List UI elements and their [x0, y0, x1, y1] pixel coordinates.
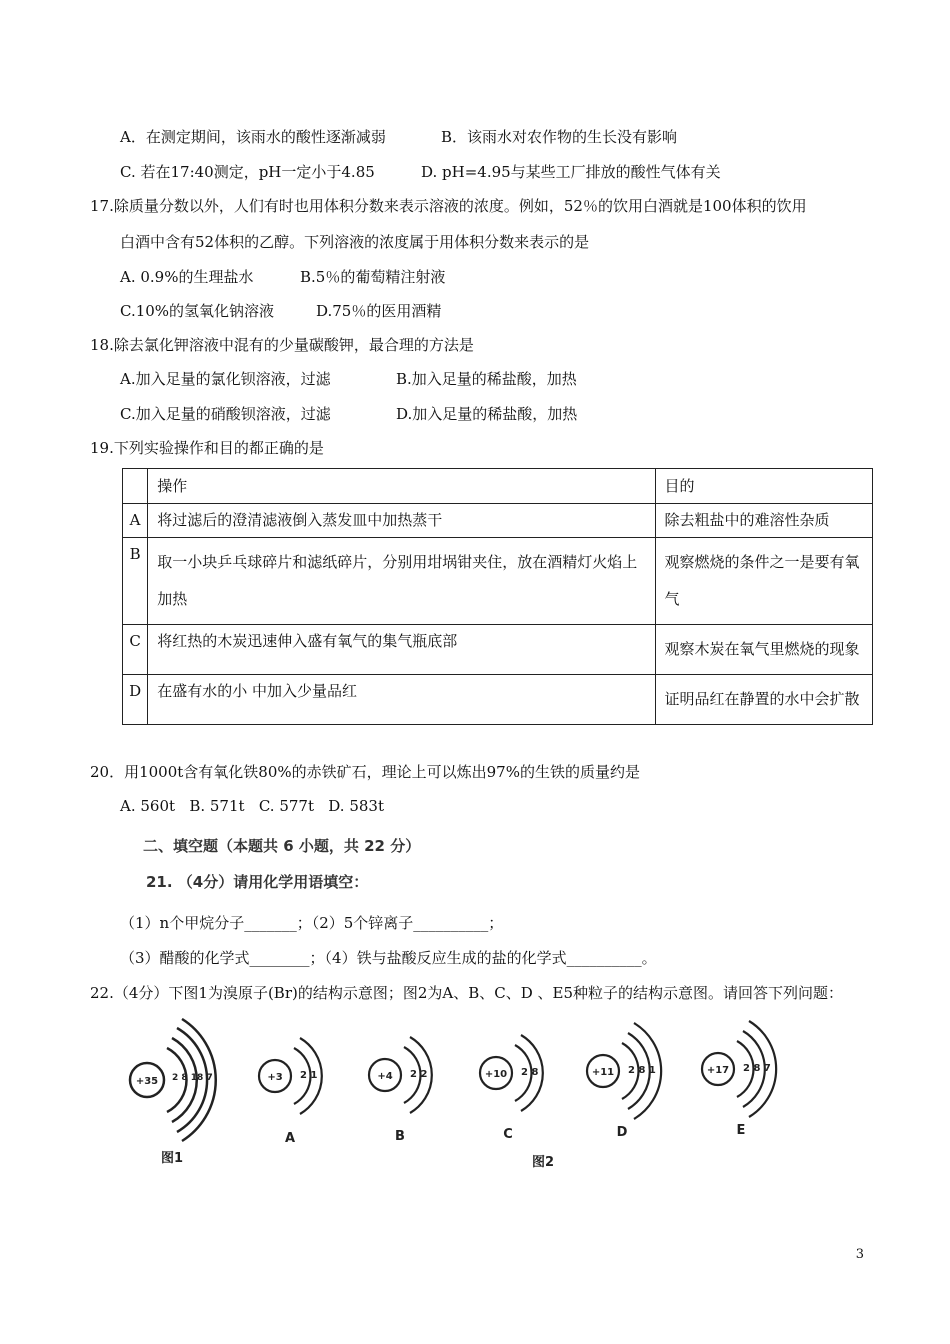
- electron-label: 2 1: [300, 1070, 318, 1081]
- q18-option-b: B.加入足量的稀盐酸，加热: [396, 370, 577, 388]
- row-operation: 取一小块乒乓球碎片和滤纸碎片，分别用坩埚钳夹住，放在酒精灯火焰上加热: [148, 538, 655, 625]
- atom-diagram-d: [587, 1023, 661, 1140]
- atom-diagram-c: [480, 1035, 543, 1142]
- q16-option-c: C. 若在17:40测定，pH一定小于4.85: [120, 163, 375, 181]
- row-purpose: 观察燃烧的条件之一是要有氧气: [655, 538, 872, 625]
- q20-options: A. 560t B. 571t C. 577t D. 583t: [120, 797, 384, 815]
- q18-option-d: D.加入足量的稀盐酸，加热: [396, 405, 578, 423]
- row-operation: 将过滤后的澄清滤液倒入蒸发皿中加热蒸干: [148, 504, 655, 538]
- atom-label: A: [284, 1131, 296, 1146]
- fig2-label: 图2: [531, 1155, 555, 1170]
- electron-label: 2 2: [410, 1069, 428, 1080]
- atom-label: D: [616, 1125, 628, 1140]
- q19-table: [122, 468, 873, 725]
- table-header-purpose: 目的: [655, 469, 872, 504]
- row-key: B: [123, 538, 148, 625]
- atom-diagram-br: [130, 1019, 216, 1141]
- q17-option-c: C.10%的氢氧化钠溶液: [120, 302, 275, 320]
- q17-stem-line2: 白酒中含有52体积的乙醇。下列溶液的浓度属于用体积分数来表示的是: [120, 233, 590, 251]
- q22-stem: 22.（4分）下图1为溴原子(Br)的结构示意图；图2为A、B、C、D 、E5种粒子的结构示意图。请回答下列问题：: [90, 984, 844, 1002]
- row-key: D: [123, 675, 148, 725]
- atom-label: B: [395, 1129, 405, 1144]
- q21-line2: （3）醋酸的化学式________；（4）铁与盐酸反应生成的盐的化学式__________。: [120, 949, 657, 967]
- q16-option-b: B．该雨水对农作物的生长没有影响: [441, 128, 678, 146]
- row-purpose: 观察木炭在氧气里燃烧的现象: [655, 625, 872, 675]
- row-purpose: 除去粗盐中的难溶性杂质: [655, 504, 872, 538]
- q18-option-c: C.加入足量的硝酸钡溶液，过滤: [120, 405, 331, 423]
- table-row: [123, 538, 873, 625]
- row-operation: 在盛有水的小 中加入少量品红: [148, 675, 655, 725]
- nucleus-label: +17: [706, 1065, 730, 1076]
- nucleus-label: +4: [377, 1071, 393, 1082]
- q17-stem-line1: 17.除质量分数以外，人们有时也用体积分数来表示溶液的浓度。例如，52％的饮用白酒就是100体积的饮用: [90, 197, 807, 215]
- row-operation: 将红热的木炭迅速伸入盛有氧气的集气瓶底部: [148, 625, 655, 675]
- q21-line1: （1）n个甲烷分子_______；（2）5个锌离子__________；: [120, 914, 504, 932]
- fig1-label: 图1: [160, 1151, 184, 1166]
- table-row: [123, 625, 873, 675]
- row-purpose: 证明品红在静置的水中会扩散: [655, 675, 872, 725]
- q21-title: 21. （4分）请用化学用语填空：: [146, 873, 369, 891]
- electron-label: 2 8: [521, 1067, 539, 1078]
- atom-diagram-a: [259, 1038, 322, 1146]
- nucleus-label: +3: [267, 1072, 283, 1083]
- electron-label: 2 8 1: [628, 1065, 656, 1076]
- q18-stem: 18.除去氯化钾溶液中混有的少量碳酸钾，最合理的方法是: [90, 336, 474, 354]
- table-header-row: [123, 469, 873, 504]
- q19-stem: 19.下列实验操作和目的都正确的是: [90, 439, 324, 457]
- atom-label: C: [503, 1127, 513, 1142]
- table-header-operation: 操作: [148, 469, 655, 504]
- electron-label: 2 8 18 7: [172, 1073, 213, 1083]
- q17-option-d: D.75％的医用酒精: [316, 302, 442, 320]
- atom-structure-diagrams: [110, 1018, 800, 1178]
- nucleus-label: +10: [484, 1069, 508, 1080]
- electron-label: 2 8 7: [743, 1063, 771, 1074]
- atom-diagram-e: [702, 1021, 776, 1138]
- q16-option-d: D. pH=4.95与某些工厂排放的酸性气体有关: [421, 163, 721, 181]
- q16-option-a: A．在测定期间，该雨水的酸性逐渐减弱: [120, 128, 386, 146]
- q18-option-a: A.加入足量的氯化钡溶液，过滤: [120, 370, 331, 388]
- atom-diagram-b: [369, 1037, 432, 1144]
- nucleus-label: +11: [591, 1067, 615, 1078]
- atom-label: E: [736, 1123, 746, 1138]
- row-key: C: [123, 625, 148, 675]
- q20-stem: 20．用1000t含有氧化铁80%的赤铁矿石，理论上可以炼出97%的生铁的质量约是: [90, 763, 640, 781]
- nucleus-label: +35: [135, 1076, 159, 1087]
- q17-option-b: B.5％的葡萄精注射液: [300, 268, 446, 286]
- table-header-key: [123, 469, 148, 504]
- table-row: [123, 504, 873, 538]
- row-key: A: [123, 504, 148, 538]
- page-number: 3: [855, 1247, 864, 1262]
- q17-option-a: A. 0.9%的生理盐水: [120, 268, 254, 286]
- table-row: [123, 675, 873, 725]
- section-title: 二、填空题（本题共 6 小题，共 22 分）: [143, 837, 421, 855]
